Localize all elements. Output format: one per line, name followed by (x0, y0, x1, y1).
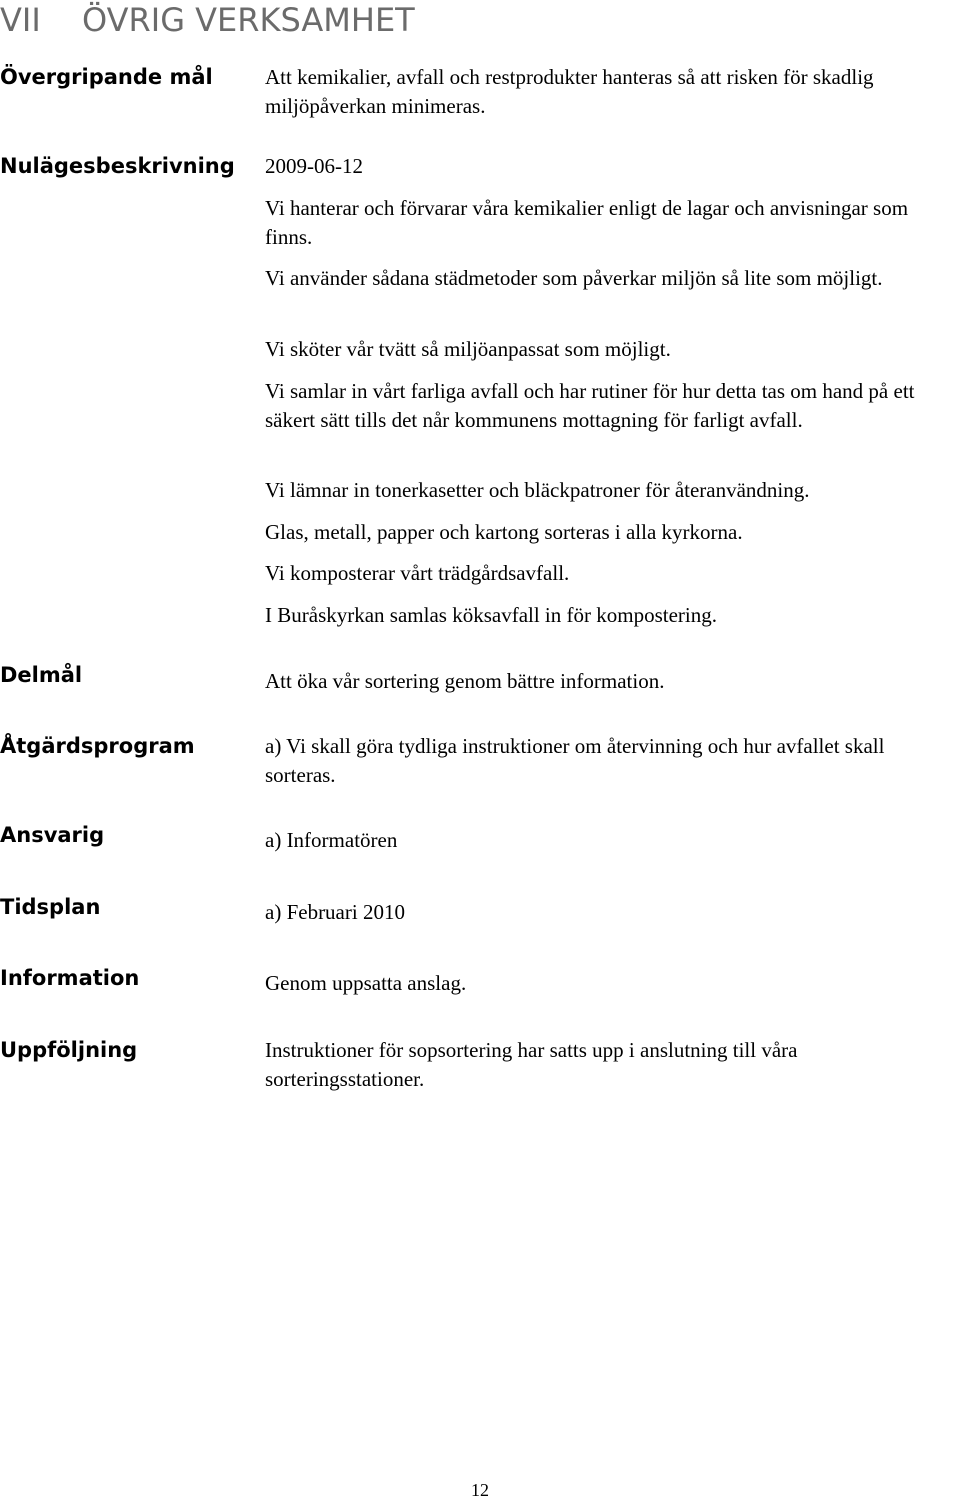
text-schedule: a) Februari 2010 (265, 900, 405, 924)
label-responsible: Ansvarig (0, 823, 105, 847)
section-title: ÖVRIG VERKSAMHET (82, 1, 415, 39)
text-action-program: a) Vi skall göra tydliga instruktioner om återvinning och hur avfallet skall sorteras. (265, 734, 885, 787)
text-responsible: a) Informatören (265, 828, 398, 852)
label-overall-goal: Övergripande mål (0, 65, 213, 89)
section-number: VII (0, 1, 41, 39)
section-heading (0, 0, 415, 40)
label-current-status: Nulägesbeskrivning (0, 154, 235, 178)
status-paragraph-1: Vi hanterar och förvarar våra kemikalier enligt de lagar och anvisningar som finns. (265, 196, 909, 249)
text-overall-goal: Att kemikalier, avfall och restprodukter hanteras så att risken för skadlig miljöpåverkan minimeras. (265, 65, 874, 118)
status-paragraph-8: I Buråskyrkan samlas köksavfall in för kompostering. (265, 603, 717, 627)
text-sub-goal: Att öka vår sortering genom bättre information. (265, 669, 665, 693)
status-paragraph-6: Glas, metall, papper och kartong sorteras i alla kyrkorna. (265, 520, 743, 544)
label-schedule: Tidsplan (0, 895, 101, 919)
status-paragraph-7: Vi komposterar vårt trädgårdsavfall. (265, 561, 570, 585)
label-information: Information (0, 966, 140, 990)
label-action-program: Åtgärdsprogram (0, 734, 195, 758)
status-paragraph-2: Vi använder sådana städmetoder som påverkar miljön så lite som möjligt. (265, 266, 883, 290)
text-information: Genom uppsatta anslag. (265, 971, 467, 995)
text-follow-up: Instruktioner för sopsortering har satts upp i anslutning till våra sorteringsstationer. (265, 1038, 798, 1091)
status-paragraph-3: Vi sköter vår tvätt så miljöanpassat som möjligt. (265, 337, 671, 361)
status-paragraph-5: Vi lämnar in tonerkasetter och bläckpatroner för återanvändning. (265, 478, 810, 502)
page-number: 12 (471, 1480, 489, 1500)
label-sub-goal: Delmål (0, 663, 83, 687)
current-status-date: 2009-06-12 (265, 154, 363, 178)
status-paragraph-4: Vi samlar in vårt farliga avfall och har rutiner för hur detta tas om hand på ett säkert sätt tills det når kommunens mottagning för farligt avfall. (265, 379, 915, 432)
label-follow-up: Uppföljning (0, 1038, 138, 1062)
